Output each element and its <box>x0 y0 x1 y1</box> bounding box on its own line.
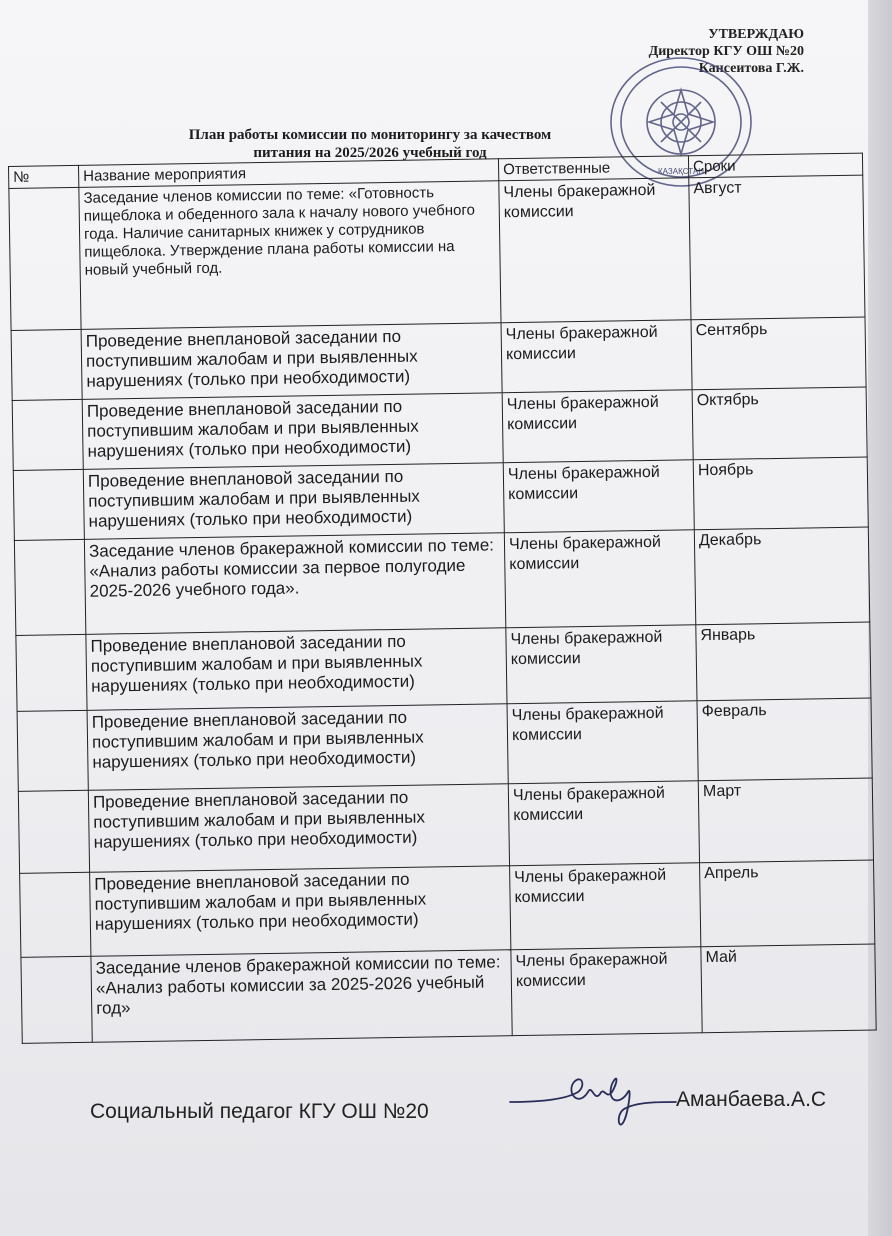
event-name: Заседание членов бракеражной комиссии по теме: «Анализ работы комиссии за первое полугодие 2025-2026 учебного года». <box>84 533 505 635</box>
responsible: Члены бракеражной комиссии <box>504 530 695 628</box>
table-row <box>20 860 875 957</box>
responsible: Члены бракеражной комиссии <box>501 320 692 393</box>
event-name: Проведение внеплановой заседании по поступившим жалобам и при выявленных нарушениях (только при необходимости) <box>86 628 507 711</box>
table-row <box>16 622 871 711</box>
signer-name: Аманбаева.А.С <box>676 1088 827 1111</box>
header-responsible: Ответственные <box>498 156 688 181</box>
header-number: № <box>9 165 79 188</box>
approval-director-name: Кансеитова Г.Ж. <box>698 61 804 76</box>
row-number <box>11 329 82 400</box>
responsible: Члены бракеражной комиссии <box>499 178 691 323</box>
row-number <box>16 634 87 711</box>
term: Март <box>698 778 873 863</box>
signer-position: Социальный педагог КГУ ОШ №20 <box>90 1100 429 1123</box>
term: Май <box>701 944 876 1033</box>
term: Август <box>689 175 865 320</box>
handwritten-signature-icon <box>508 1062 678 1132</box>
title-line-2: питания на 2025/2026 учебный год <box>253 145 487 161</box>
term: Январь <box>696 622 871 701</box>
row-number <box>13 469 84 540</box>
term: Февраль <box>697 698 872 781</box>
term: Декабрь <box>694 527 869 625</box>
table-row <box>9 175 865 330</box>
term: Октябрь <box>692 387 867 460</box>
row-number <box>9 187 81 330</box>
event-name: Заседание членов комиссии по теме: «Готовность пищеблока и обеденного зала к началу нового учебного года. Наличие санитарных книжек у сотрудников пищеблока. Утверждение плана работы комиссии на новый учебный год. <box>79 181 501 330</box>
table-row <box>21 944 876 1043</box>
term: Апрель <box>700 860 875 947</box>
row-number <box>17 710 88 791</box>
title-line-1: План работы комиссии по мониторингу за качеством <box>188 127 552 143</box>
row-number <box>12 399 83 470</box>
responsible: Члены бракеражной комиссии <box>511 947 702 1036</box>
event-name: Проведение внеплановой заседании по поступившим жалобам и при выявленных нарушениях (только при необходимости) <box>81 323 502 400</box>
table-row <box>18 778 873 873</box>
header-event-name: Название мероприятия <box>78 159 498 188</box>
row-number <box>20 872 91 957</box>
event-name: Проведение внеплановой заседании по поступившим жалобам и при выявленных нарушениях (только при необходимости) <box>83 463 504 540</box>
row-number <box>14 539 85 635</box>
event-name: Проведение внеплановой заседании по поступившим жалобам и при выявленных нарушениях (только при необходимости) <box>88 784 509 873</box>
table-row <box>13 457 868 540</box>
row-number <box>21 956 92 1043</box>
event-name: Проведение внеплановой заседании по поступившим жалобам и при выявленных нарушениях (только при необходимости) <box>87 704 508 791</box>
term: Сентябрь <box>691 317 866 390</box>
table-row <box>14 527 869 635</box>
table-row <box>11 317 866 400</box>
responsible: Члены бракеражной комиссии <box>508 781 699 866</box>
row-number <box>18 790 89 873</box>
responsible: Члены бракеражной комиссии <box>503 460 694 533</box>
plan-table <box>8 153 877 1044</box>
table-row <box>17 698 872 791</box>
table-row <box>12 387 867 470</box>
header-term: Сроки <box>688 153 862 178</box>
responsible: Члены бракеражной комиссии <box>507 701 698 784</box>
seal-text: КАЗАҚСТАН <box>658 167 704 176</box>
responsible: Члены бракеражной комиссии <box>502 390 693 463</box>
responsible: Члены бракеражной комиссии <box>506 625 697 704</box>
approval-director: Директор КГУ ОШ №20 <box>648 44 804 59</box>
event-name: Проведение внеплановой заседании по поступившим жалобам и при выявленных нарушениях (только при необходимости) <box>82 393 503 470</box>
event-name: Проведение внеплановой заседании по поступившим жалобам и при выявленных нарушениях (только при необходимости) <box>90 866 511 957</box>
term: Ноябрь <box>693 457 868 530</box>
page-edge <box>868 0 892 1236</box>
responsible: Члены бракеражной комиссии <box>510 863 701 950</box>
approval-heading: УТВЕРЖДАЮ <box>708 27 804 42</box>
event-name: Заседание членов бракеражной комиссии по теме: «Анализ работы комиссии за 2025-2026 учебный год» <box>91 950 512 1043</box>
